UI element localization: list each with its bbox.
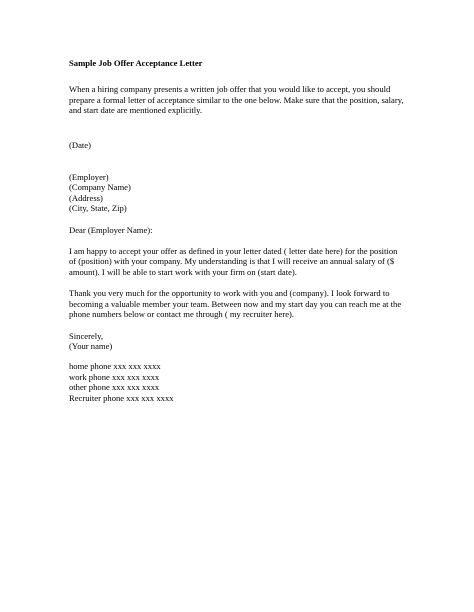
phone-list <box>69 361 409 403</box>
intro-line: and start date are mentioned explicitly. <box>69 105 203 116</box>
phone-line: other phone xxx xxx xxxx <box>69 382 160 393</box>
address-line: (Employer) <box>69 172 109 183</box>
letter-content <box>69 58 409 403</box>
salutation <box>69 225 409 235</box>
employer-address <box>69 172 409 214</box>
closing <box>69 331 409 352</box>
paragraph-line: I am happy to accept your offer as defined in your letter dated ( letter date here) for the position <box>69 246 398 257</box>
paragraph-line: Thank you very much for the opportunity to work with you and (company). I look forward to <box>69 288 390 299</box>
address-line: (Address) <box>69 192 103 203</box>
closing-line: (Your name) <box>69 340 113 351</box>
thanks-paragraph <box>69 288 409 319</box>
acceptance-paragraph <box>69 246 409 277</box>
date-placeholder <box>69 140 409 150</box>
document-title: Sample Job Offer Acceptance Letter <box>69 58 203 68</box>
intro-line: prepare a formal letter of acceptance similar to the one below. Make sure that the position, salary, <box>69 94 404 105</box>
intro-paragraph <box>69 84 409 115</box>
salutation-line: Dear (Employer Name): <box>69 224 153 235</box>
address-line: (Company Name) <box>69 182 131 193</box>
address-line: (City, State, Zip) <box>69 203 127 214</box>
date-line: (Date) <box>69 139 91 150</box>
phone-line: work phone xxx xxx xxxx <box>69 371 160 382</box>
phone-line: Recruiter phone xxx xxx xxxx <box>69 392 174 403</box>
paragraph-line: phone numbers below or contact me through ( my recruiter here). <box>69 309 295 320</box>
paragraph-line: becoming a valuable member your team. Between now and my start day you can reach me at the <box>69 298 402 309</box>
intro-line: When a hiring company presents a written job offer that you would like to accept, you should <box>69 84 391 95</box>
closing-line: Sincerely, <box>69 330 104 341</box>
paragraph-line: of (position) with your company. My understanding is that I will receive an annual salary of ($ <box>69 256 395 267</box>
phone-line: home phone xxx xxx xxxx <box>69 361 161 372</box>
paragraph-line: amount). I will be able to start work with your firm on (start date). <box>69 266 297 277</box>
